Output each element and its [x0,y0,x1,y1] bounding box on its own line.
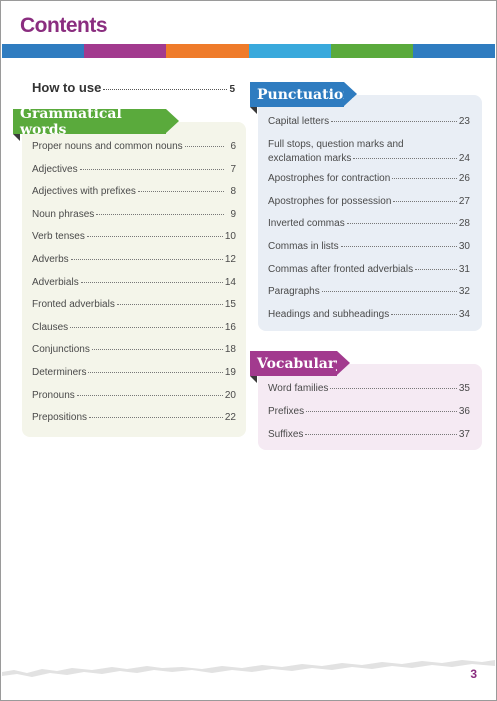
leader-dots [331,121,457,122]
toc-entry[interactable] [32,209,236,220]
toc-entry-label: Determiners [32,367,87,378]
toc-entry-label: Commas after fronted adverbials [268,263,414,275]
toc-entry-label: Word families [268,383,329,394]
toc-entry-page: 7 [230,163,236,175]
toc-entry-page: 26 [458,173,470,185]
color-stripe [2,44,495,58]
toc-entry[interactable] [32,344,236,355]
toc-entry-label: Prefixes [268,406,305,417]
stripe-segment [413,44,495,58]
stripe-segment [249,44,331,58]
toc-entry[interactable] [32,277,236,288]
toc-entry-page: 30 [458,241,470,252]
section-heading-text: Vocabulary [257,355,344,372]
toc-entry-label: Fronted adverbials [32,299,115,311]
toc-entry-label: Adjectives [32,163,78,175]
stripe-segment [84,44,166,58]
leader-dots [88,372,222,373]
leader-dots [415,269,457,270]
leader-dots [353,158,457,159]
toc-entry-page: 24 [458,152,470,164]
leader-dots [117,304,223,305]
toc-entry[interactable] [32,164,236,175]
toc-entry-label: Headings and subheadings [268,308,390,320]
page-title: Contents [20,14,107,37]
toc-entry-label-continued: exclamation marks [268,152,352,164]
toc-entry-page: 9 [230,208,236,220]
toc-entry[interactable] [32,322,236,333]
toc-entry[interactable] [32,299,236,310]
toc-entry[interactable] [268,406,470,417]
toc-entry-page: 16 [224,321,236,333]
toc-entry[interactable] [268,309,470,320]
toc-entry-label: Capital letters [268,116,330,127]
toc-entry[interactable] [32,367,236,378]
toc-entry-page: 14 [224,276,236,288]
toc-entry[interactable] [268,383,470,394]
toc-entry-label: Apostrophes for contraction [268,173,391,185]
ribbon-fold [13,134,20,141]
leader-dots [341,246,457,247]
toc-entry-label: How to use [32,80,102,95]
stripe-segment [166,44,248,58]
leader-dots [393,201,456,202]
leader-dots [305,434,456,435]
leader-dots [80,169,224,170]
toc-entry-label: Apostrophes for possession [268,195,392,207]
punctuation-heading [250,82,354,107]
torn-paper-edge [2,650,495,699]
leader-dots [81,282,223,283]
toc-entry[interactable] [268,264,470,275]
leader-dots [185,146,224,147]
toc-entry-page: 27 [458,195,470,207]
toc-entry-page: 18 [224,344,236,356]
toc-entry-page: 34 [458,308,470,320]
toc-entry-label: Inverted commas [268,218,345,230]
toc-entry-label: Proper nouns and common nouns [32,141,183,152]
toc-entry-label: Paragraphs [268,286,320,298]
leader-dots [87,236,223,237]
toc-entry-page: 19 [224,367,236,378]
toc-entry-page: 36 [458,406,470,417]
toc-entry-label: Adverbs [32,254,69,265]
toc-entry-page: 10 [224,231,236,243]
toc-entry[interactable] [268,116,470,127]
stripe-segment [331,44,413,58]
toc-entry-page: 15 [224,299,236,311]
page-number: 3 [470,667,477,681]
vocabulary-heading [250,351,344,376]
toc-entry-page: 6 [230,141,236,152]
leader-dots [77,395,223,396]
leader-dots [138,191,224,192]
toc-entry-page: 20 [224,389,236,401]
toc-entry[interactable] [268,173,470,184]
leader-dots [71,259,223,260]
toc-entry-label: Prepositions [32,412,88,424]
toc-entry-page: 32 [458,286,470,298]
toc-entry-label: Conjunctions [32,344,90,356]
ribbon-fold [250,376,257,383]
toc-entry[interactable] [268,241,470,252]
toc-entry-line2 [268,153,470,164]
toc-entry[interactable] [268,429,470,440]
toc-entry-label: Adverbials [32,276,79,288]
leader-dots [103,89,227,90]
ribbon-fold [250,107,257,114]
toc-entry[interactable] [32,390,236,401]
leader-dots [70,327,223,328]
leader-dots [92,349,223,350]
toc-entry-page: 23 [458,116,470,127]
toc-entry[interactable] [32,186,236,197]
toc-entry[interactable] [268,139,470,164]
toc-entry-label: Commas in lists [268,241,339,252]
stripe-segment [2,44,84,58]
toc-entry[interactable] [32,141,236,152]
toc-entry-page: 8 [230,186,236,198]
toc-entry[interactable] [268,218,470,229]
leader-dots [347,223,457,224]
leader-dots [391,314,457,315]
section-heading-text: Punctuation [257,86,354,103]
leader-dots [330,388,456,389]
toc-entry[interactable] [32,412,236,423]
toc-entry-page: 28 [458,218,470,230]
leader-dots [96,214,224,215]
toc-entry[interactable] [32,254,236,265]
toc-entry[interactable] [268,196,470,207]
toc-entry-label: Adjectives with prefixes [32,186,136,198]
toc-entry-page: 31 [458,263,470,275]
toc-entry-page: 5 [229,84,235,95]
section-heading-text: Grammatical words [20,105,122,138]
leader-dots [89,417,223,418]
toc-entry-label: Full stops, question marks and [268,138,404,150]
toc-entry-page: 35 [458,383,470,394]
toc-entry[interactable] [32,231,236,242]
toc-entry-label: Noun phrases [32,208,95,220]
toc-entry-label: Pronouns [32,389,75,401]
toc-entry[interactable] [268,286,470,297]
toc-entry-label: Verb tenses [32,231,85,243]
toc-entry-how-to-use[interactable] [32,80,235,95]
leader-dots [306,411,457,412]
toc-entry-page: 22 [224,412,236,424]
toc-entry-label: Clauses [32,321,69,333]
leader-dots [392,178,457,179]
leader-dots [322,291,457,292]
toc-entry-page: 37 [458,429,470,440]
toc-entry-page: 12 [224,254,236,265]
grammatical-words-heading [13,105,166,138]
toc-entry-label: Suffixes [268,429,304,440]
